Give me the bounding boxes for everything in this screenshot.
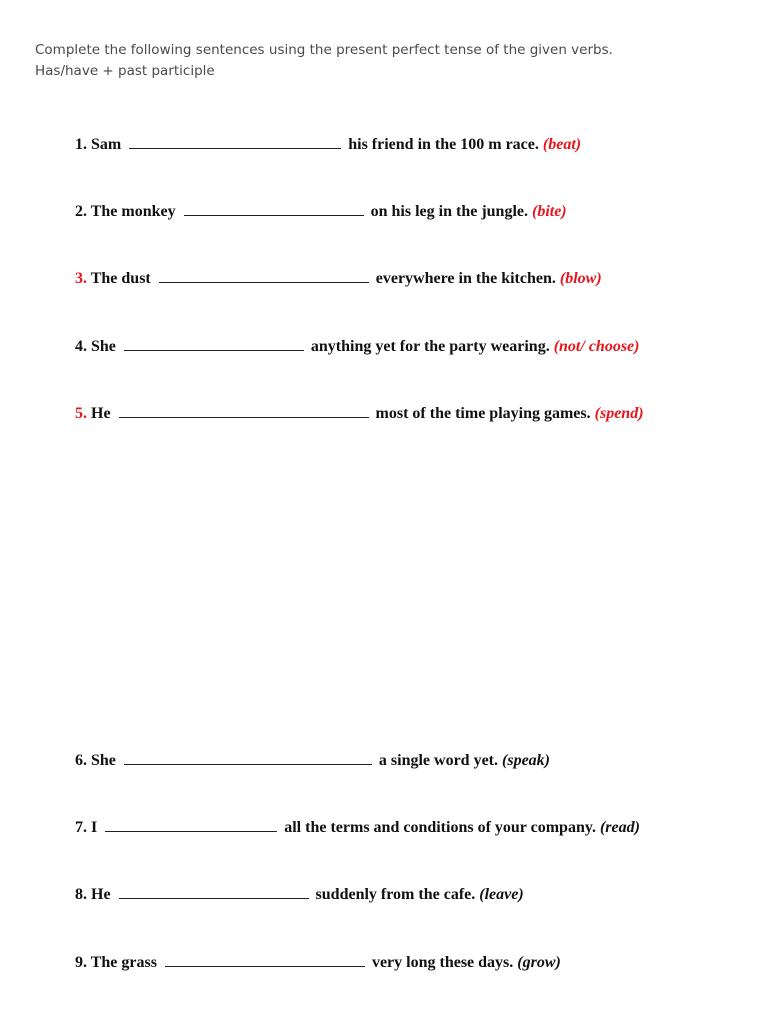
item-subject: The dust (90, 270, 151, 287)
answer-blank[interactable] (105, 819, 277, 832)
item-verb-hint: (speak) (502, 752, 550, 769)
item-number: 3. (75, 270, 87, 287)
item-rest: all the terms and conditions of your company. (284, 819, 596, 836)
answer-blank[interactable] (119, 405, 369, 418)
instruction-line-1: Complete the following sentences using the present perfect tense of the given verbs. (35, 42, 613, 58)
item-number: 8. (75, 886, 87, 903)
item-verb-hint: (leave) (479, 886, 524, 903)
item-rest: very long these days. (371, 954, 514, 971)
item-verb-hint: (grow) (517, 954, 561, 971)
item-rest: most of the time playing games. (375, 405, 591, 422)
item-number: 2. (75, 203, 87, 220)
exercise-item-7 (75, 818, 640, 838)
exercise-item-4 (75, 337, 639, 357)
answer-blank[interactable] (124, 338, 304, 351)
exercise-item-9 (75, 953, 561, 973)
answer-blank[interactable] (124, 752, 372, 765)
item-subject: The monkey (90, 203, 176, 220)
item-subject: I (91, 819, 98, 836)
item-verb-hint: (spend) (594, 405, 644, 422)
item-number: 6. (75, 752, 87, 769)
exercise-item-8 (75, 885, 524, 905)
answer-blank[interactable] (165, 954, 365, 967)
item-number: 9. (75, 954, 87, 971)
item-subject: He (91, 405, 111, 422)
item-rest: his friend in the 100 m race. (348, 136, 539, 153)
instructions (35, 40, 613, 82)
item-rest: everywhere in the kitchen. (375, 270, 556, 287)
item-number: 1. (75, 136, 87, 153)
item-subject: She (91, 338, 116, 355)
item-subject: He (91, 886, 111, 903)
item-subject: Sam (91, 136, 122, 153)
item-rest: anything yet for the party wearing. (310, 338, 550, 355)
exercise-item-2 (75, 202, 567, 222)
item-verb-hint: (read) (599, 819, 640, 836)
item-rest: a single word yet. (378, 752, 499, 769)
item-number: 5. (75, 405, 87, 422)
answer-blank[interactable] (129, 136, 341, 149)
exercise-item-6 (75, 751, 550, 771)
item-verb-hint: (bite) (531, 203, 567, 220)
item-rest: on his leg in the jungle. (370, 203, 528, 220)
item-verb-hint: (beat) (542, 136, 582, 153)
exercise-item-1 (75, 135, 581, 155)
item-verb-hint: (not/ choose) (553, 338, 640, 355)
item-number: 7. (75, 819, 87, 836)
item-verb-hint: (blow) (559, 270, 602, 287)
exercise-item-3 (75, 269, 602, 289)
answer-blank[interactable] (159, 270, 369, 283)
item-rest: suddenly from the cafe. (315, 886, 476, 903)
item-subject: She (91, 752, 116, 769)
item-number: 4. (75, 338, 87, 355)
answer-blank[interactable] (119, 886, 309, 899)
item-subject: The grass (90, 954, 157, 971)
instruction-line-2: Has/have + past participle (35, 63, 215, 79)
answer-blank[interactable] (184, 203, 364, 216)
exercise-item-5 (75, 404, 644, 424)
